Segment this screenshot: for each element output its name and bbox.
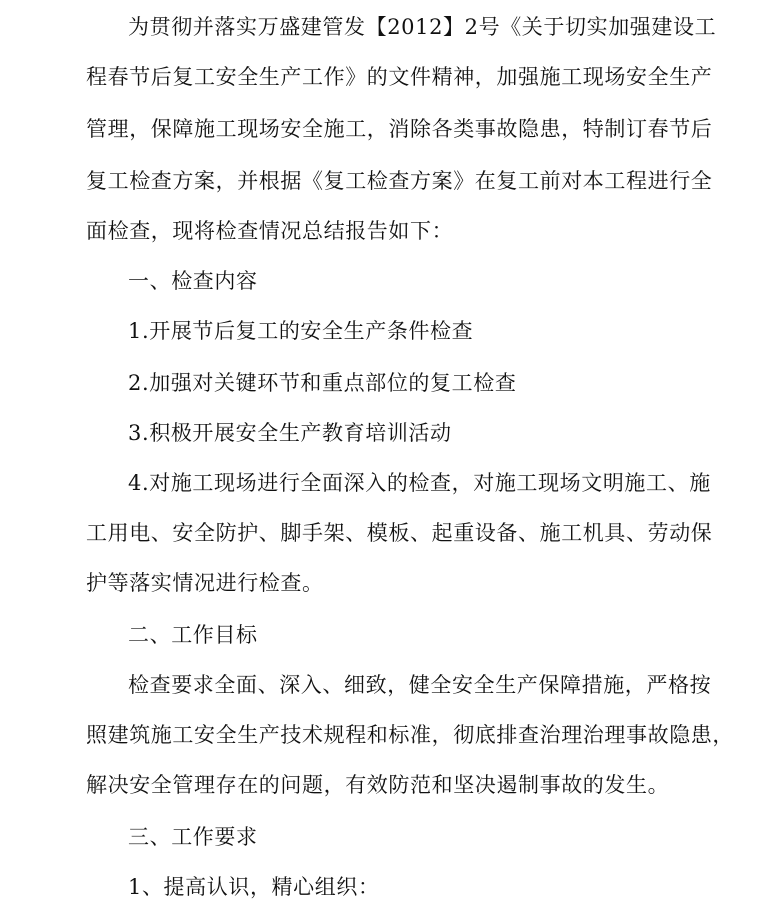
- section-1-item-2: 2.加强对关键环节和重点部位的复工检查: [128, 371, 517, 395]
- section-1-item-4-line-3: 护等落实情况进行检查。: [86, 571, 324, 595]
- section-1-item-3: 3.积极开展安全生产教育培训活动: [128, 421, 452, 445]
- section-1-item-1: 1.开展节后复工的安全生产条件检查: [128, 319, 474, 343]
- intro-line-4: 复工检查方案，并根据《复工检查方案》在复工前对本工程进行全: [86, 169, 713, 193]
- intro-line-1: 为贯彻并落实万盛建管发【2012】2号《关于切实加强建设工: [128, 15, 717, 39]
- intro-line-3: 管理，保障施工现场安全施工，消除各类事故隐患，特制订春节后: [86, 117, 713, 141]
- intro-line-5: 面检查，现将检查情况总结报告如下：: [86, 219, 454, 243]
- section-2-heading: 二、工作目标: [128, 623, 258, 647]
- section-2-line-3: 解决安全管理存在的问题，有效防范和坚决遏制事故的发生。: [86, 773, 670, 797]
- section-1-item-4-line-2: 工用电、安全防护、脚手架、模板、起重设备、施工机具、劳动保: [86, 521, 713, 545]
- section-2-line-2: 照建筑施工安全生产技术规程和标准，彻底排查治理治理事故隐患，: [86, 723, 734, 747]
- section-3-item-1: 1、提高认识，精心组织：: [128, 875, 380, 899]
- section-2-line-1: 检查要求全面、深入、细致，健全安全生产保障措施，严格按: [128, 673, 712, 697]
- section-1-item-4-line-1: 4.对施工现场进行全面深入的检查，对施工现场文明施工、施: [128, 471, 711, 495]
- section-3-heading: 三、工作要求: [128, 825, 258, 849]
- intro-line-2: 程春节后复工安全生产工作》的文件精神，加强施工现场安全生产: [86, 65, 713, 89]
- section-1-heading: 一、检查内容: [128, 269, 258, 293]
